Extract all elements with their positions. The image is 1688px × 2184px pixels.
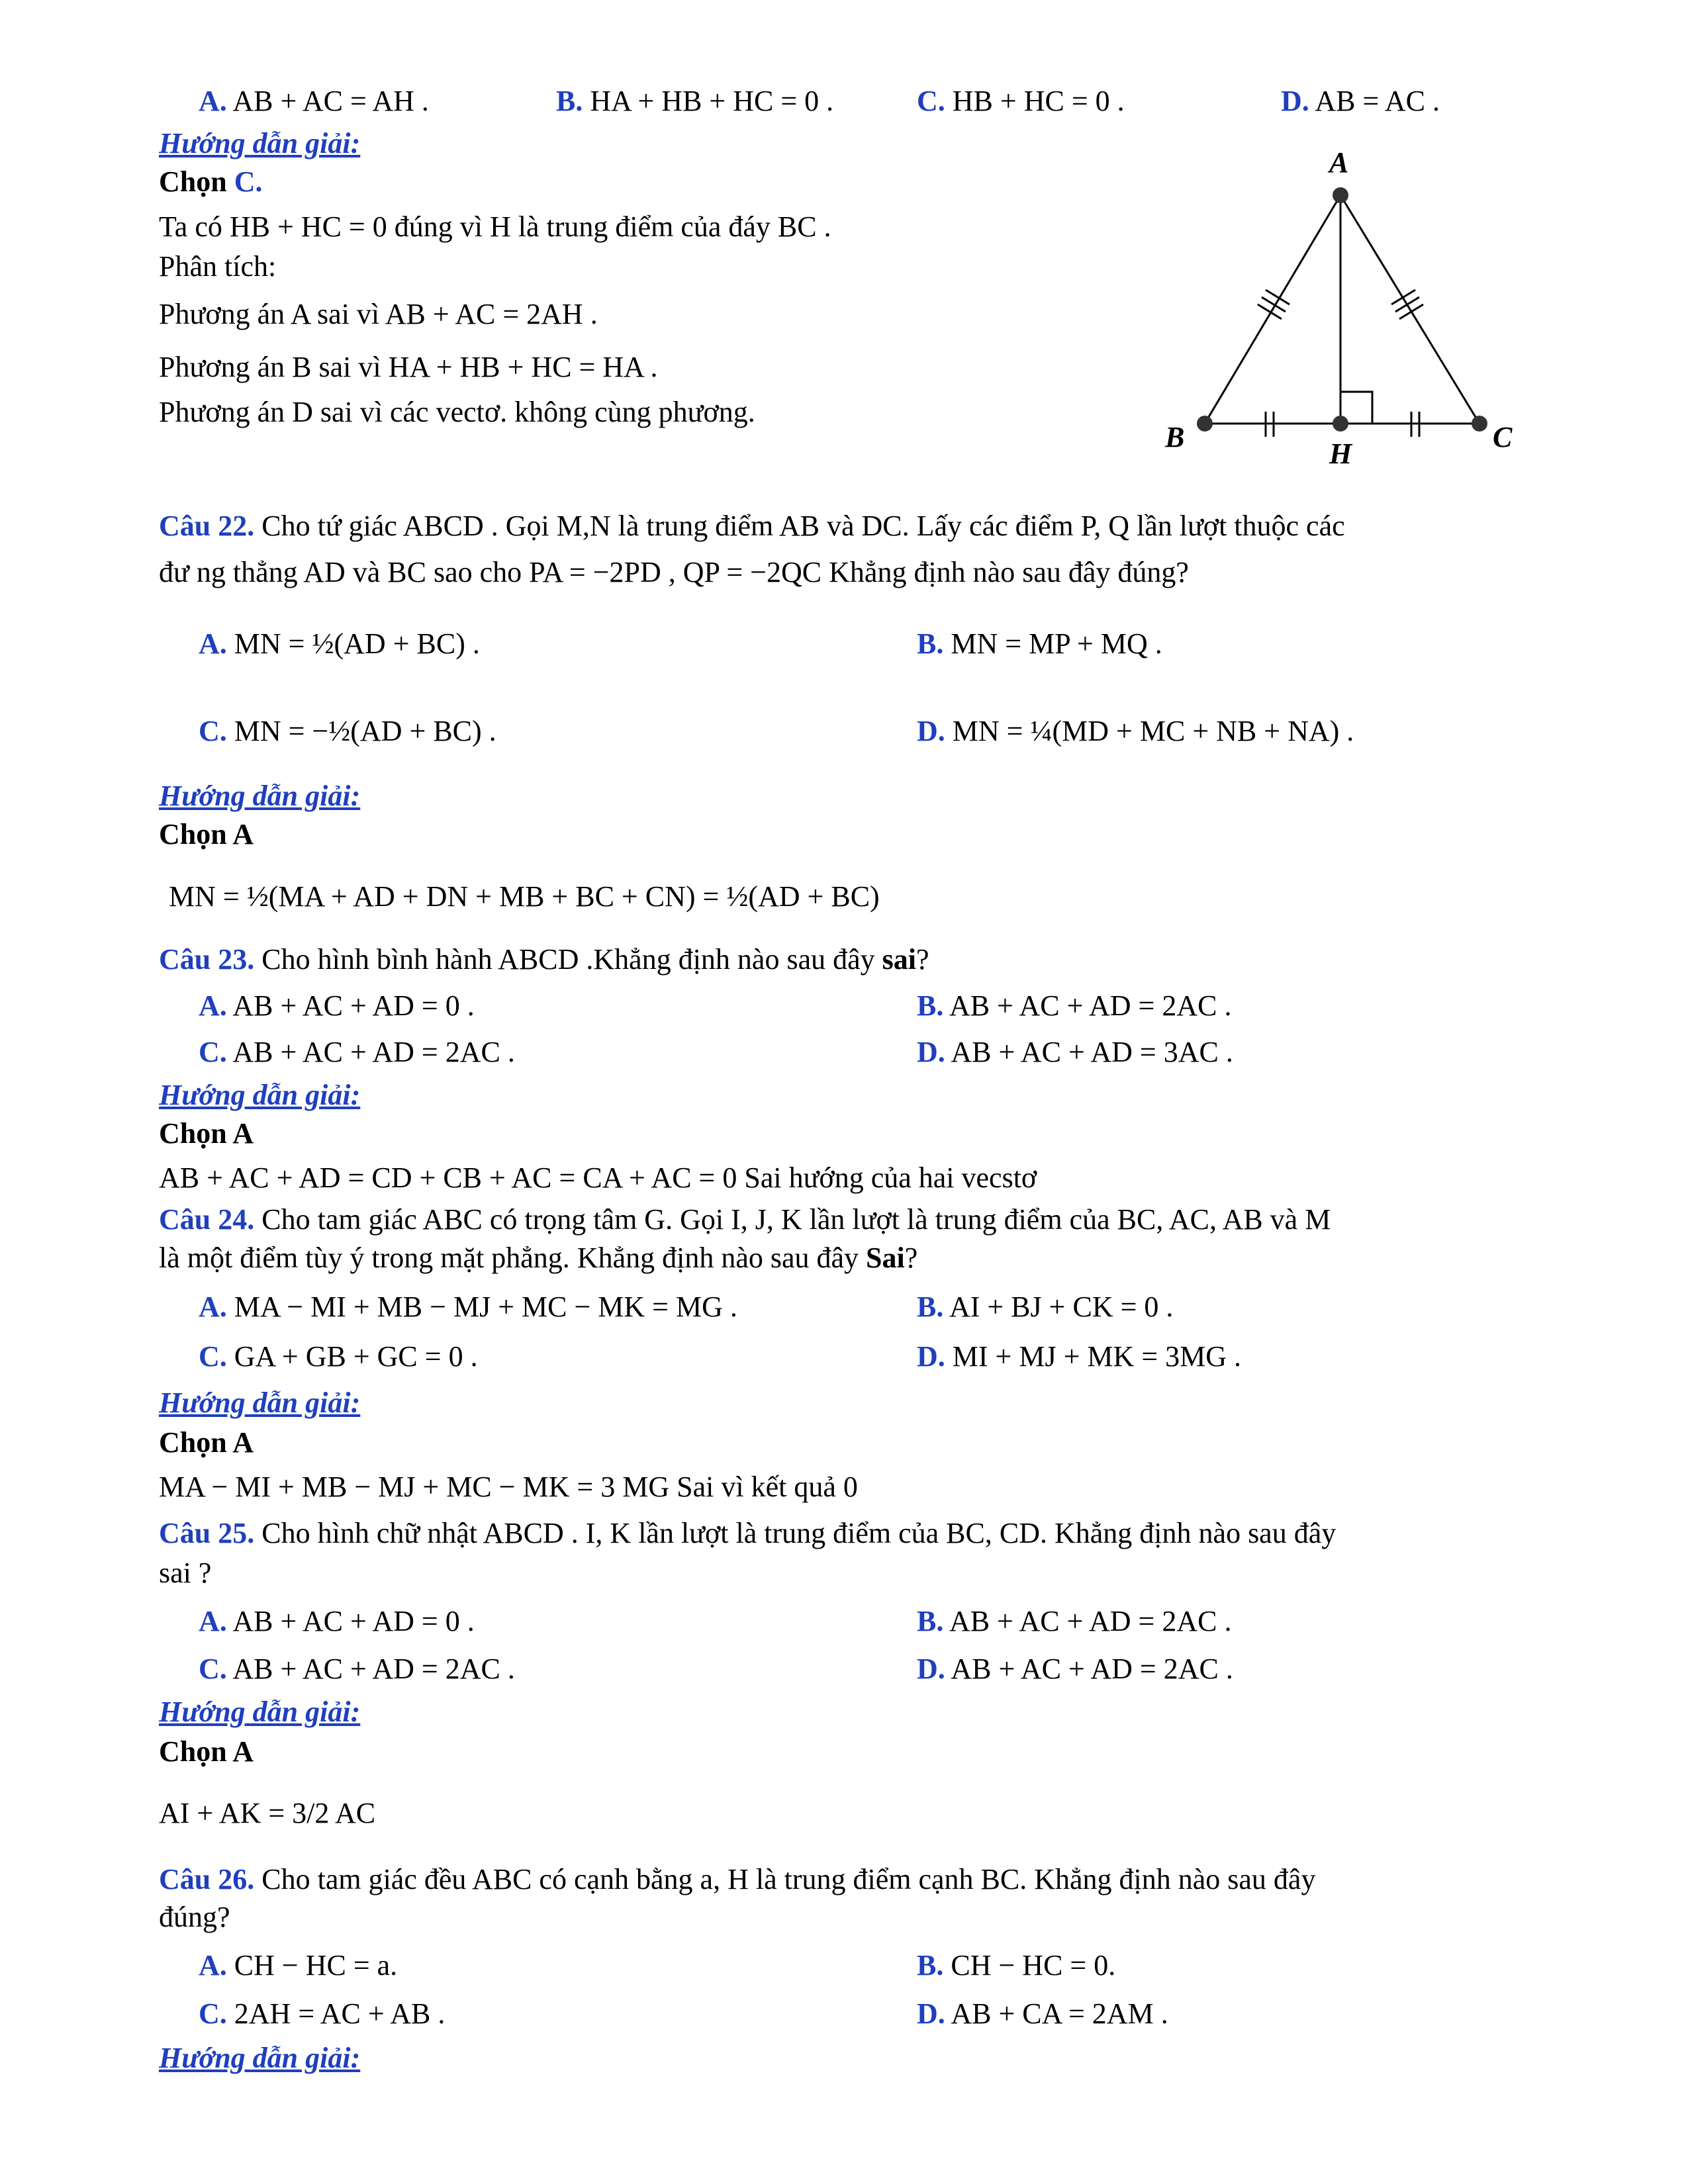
- triangle-figure: [1152, 146, 1523, 477]
- q23-option-b: B. AB + AC + AD = 2AC .: [917, 989, 1232, 1022]
- q24-guide-heading: Hướng dẫn giải:: [159, 1387, 361, 1419]
- q22-text: Câu 22. Cho tứ giác ABCD . Gọi M,N là trung điểm AB và DC. Lấy các điểm P, Q lần lượt thuộc các: [159, 510, 1345, 542]
- q22-option-b: B. MN = MP + MQ .: [917, 627, 1162, 660]
- q24-option-a: A. MA − MI + MB − MJ + MC − MK = MG .: [199, 1291, 737, 1323]
- point-h: [1333, 416, 1348, 432]
- q21-solution-line: Ta có HB + HC = 0 đúng vì H là trung điểm của đáy BC .: [159, 210, 831, 243]
- q25-answer: Chọn A: [159, 1735, 254, 1768]
- label-c: C: [1493, 421, 1513, 453]
- q22-option-d: D. MN = ¼(MD + MC + NB + NA) .: [917, 715, 1354, 747]
- point-a: [1333, 187, 1348, 203]
- q21-solution-line: Phương án B sai vì HA + HB + HC = HA .: [159, 351, 658, 383]
- tick-mark-ac: [1391, 290, 1423, 319]
- q25-option-b: B. AB + AC + AD = 2AC .: [917, 1605, 1232, 1637]
- q23-option-d: D. AB + AC + AD = 3AC .: [917, 1036, 1233, 1068]
- q26-text: đúng?: [159, 1901, 230, 1933]
- q24-solution: MA − MI + MB − MJ + MC − MK = 3 MG Sai vì kết quả 0: [159, 1471, 858, 1503]
- q26-option-c: C. 2AH = AC + AB .: [199, 1997, 445, 2030]
- q26-option-b: B. CH − HC = 0.: [917, 1949, 1116, 1981]
- q21-option-a: A. AB + AC = AH .: [199, 85, 429, 117]
- q22-option-c: C. MN = −½(AD + BC) .: [199, 715, 496, 747]
- q23-option-c: C. AB + AC + AD = 2AC .: [199, 1036, 515, 1068]
- q25-text: sai ?: [159, 1557, 212, 1589]
- q24-option-b: B. AI + BJ + CK = 0 .: [917, 1291, 1174, 1323]
- q21-answer: Chọn C.: [159, 165, 263, 198]
- q22-text: đư ng thẳng AD và BC sao cho PA = −2PD , QP = −2QC Khẳng định nào sau đây đúng?: [159, 556, 1189, 588]
- q25-option-c: C. AB + AC + AD = 2AC .: [199, 1653, 515, 1685]
- q21-guide-heading: Hướng dẫn giải:: [159, 127, 361, 159]
- q22-solution: MN = ½(MA + AD + DN + MB + BC + CN) = ½(AD + BC): [169, 880, 880, 913]
- q25-option-d: D. AB + AC + AD = 2AC .: [917, 1653, 1233, 1685]
- q26-text: Câu 26. Cho tam giác đều ABC có cạnh bằng a, H là trung điểm cạnh BC. Khẳng định nào sau đây: [159, 1863, 1316, 1895]
- tick-mark-ab: [1258, 290, 1289, 319]
- q22-guide-heading: Hướng dẫn giải:: [159, 780, 361, 812]
- q25-solution: AI + AK = 3/2 AC: [159, 1797, 376, 1829]
- q24-option-d: D. MI + MJ + MK = 3MG .: [917, 1340, 1242, 1373]
- q23-solution: AB + AC + AD = CD + CB + AC = CA + AC = 0 Sai hướng của hai vecstơ: [159, 1161, 1037, 1194]
- q25-text: Câu 25. Cho hình chữ nhật ABCD . I, K lần lượt là trung điểm của BC, CD. Khẳng định nào sau đây: [159, 1517, 1336, 1549]
- point-b: [1197, 416, 1213, 432]
- q21-option-b: B. HA + HB + HC = 0 .: [556, 85, 834, 117]
- q24-answer: Chọn A: [159, 1426, 254, 1459]
- q24-option-c: C. GA + GB + GC = 0 .: [199, 1340, 478, 1373]
- q22-option-a: A. MN = ½(AD + BC) .: [199, 627, 480, 660]
- label-h: H: [1329, 437, 1352, 470]
- q23-option-a: A. AB + AC + AD = 0 .: [199, 989, 475, 1022]
- label-b: B: [1165, 421, 1185, 453]
- side-ac: [1340, 195, 1479, 424]
- q21-solution-line: Phương án D sai vì các vectơ. không cùng phương.: [159, 396, 755, 428]
- q21-solution-line: Phân tích:: [159, 250, 277, 283]
- q21-option-d: D. AB = AC .: [1281, 85, 1440, 117]
- q25-option-a: A. AB + AC + AD = 0 .: [199, 1605, 475, 1637]
- q26-option-a: A. CH − HC = a.: [199, 1949, 398, 1981]
- q24-text: Câu 24. Cho tam giác ABC có trọng tâm G. Gọi I, J, K lần lượt là trung điểm của BC, AC, AB và M: [159, 1203, 1331, 1236]
- q24-text: là một điểm tùy ý trong mặt phẳng. Khẳng định nào sau đây Sai?: [159, 1242, 918, 1274]
- q22-answer: Chọn A: [159, 818, 254, 850]
- q25-guide-heading: Hướng dẫn giải:: [159, 1696, 361, 1728]
- q23-text: Câu 23. Cho hình bình hành ABCD .Khẳng định nào sau đây sai?: [159, 943, 929, 976]
- q21-solution-line: Phương án A sai vì AB + AC = 2AH .: [159, 298, 598, 330]
- label-a: A: [1329, 146, 1349, 179]
- q21-option-c: C. HB + HC = 0 .: [917, 85, 1125, 117]
- q23-answer: Chọn A: [159, 1117, 254, 1150]
- q26-guide-heading: Hướng dẫn giải:: [159, 2042, 361, 2074]
- q23-guide-heading: Hướng dẫn giải:: [159, 1079, 361, 1111]
- side-ab: [1205, 195, 1340, 424]
- point-c: [1472, 416, 1487, 432]
- q26-option-d: D. AB + CA = 2AM .: [917, 1997, 1168, 2030]
